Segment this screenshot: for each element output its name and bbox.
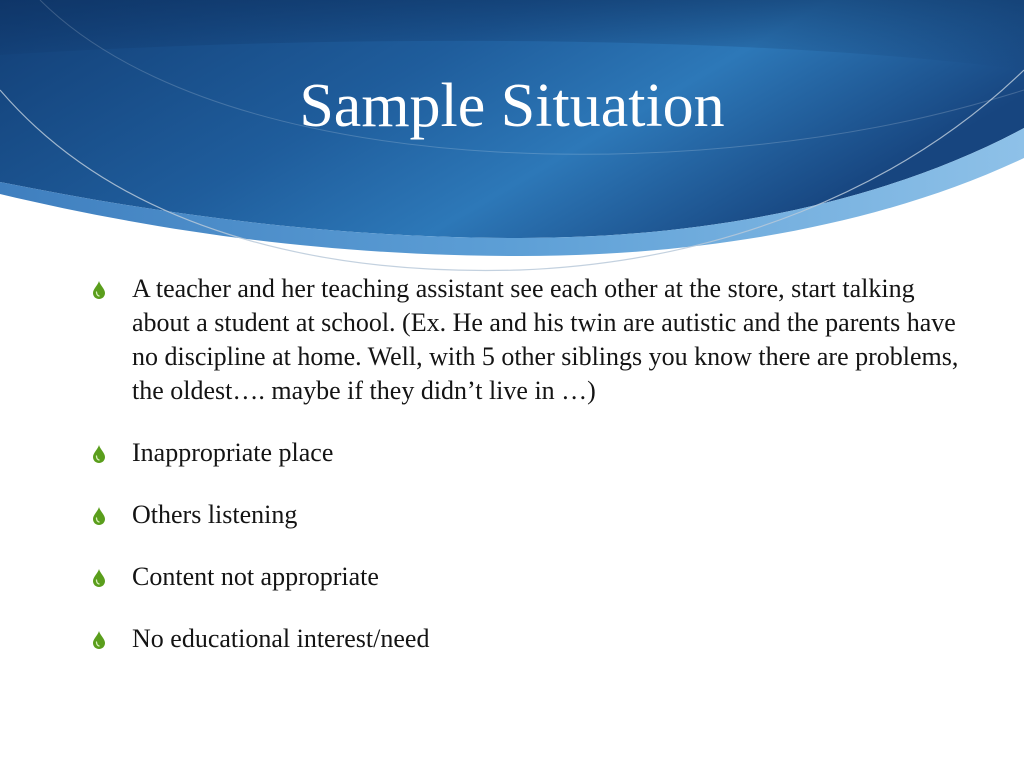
droplet-bullet-icon (92, 569, 106, 587)
slide-title: Sample Situation (299, 72, 725, 140)
droplet-bullet-icon (92, 445, 106, 463)
droplet-bullet-icon (92, 281, 106, 299)
bullet-item (92, 560, 972, 594)
bullet-text: Content not appropriate (132, 562, 379, 591)
bullet-list (92, 272, 972, 656)
bullet-item (92, 498, 972, 532)
bullet-text: A teacher and her teaching assistant see each other at the store, start talking about a student at school. (Ex. He and his twin are autistic and the parents have no discipline at home. Well, with 5 other siblings you know there are problems, the oldest…. maybe if they didn’t live in …) (132, 274, 959, 405)
bullet-text: Others listening (132, 500, 298, 529)
droplet-bullet-icon (92, 631, 106, 649)
header-wave-background (0, 0, 1024, 300)
bullet-text: No educational interest/need (132, 624, 430, 653)
bullet-item (92, 436, 972, 470)
bullet-item (92, 622, 972, 656)
bullet-item (92, 272, 972, 408)
droplet-bullet-icon (92, 507, 106, 525)
bullet-text: Inappropriate place (132, 438, 334, 467)
